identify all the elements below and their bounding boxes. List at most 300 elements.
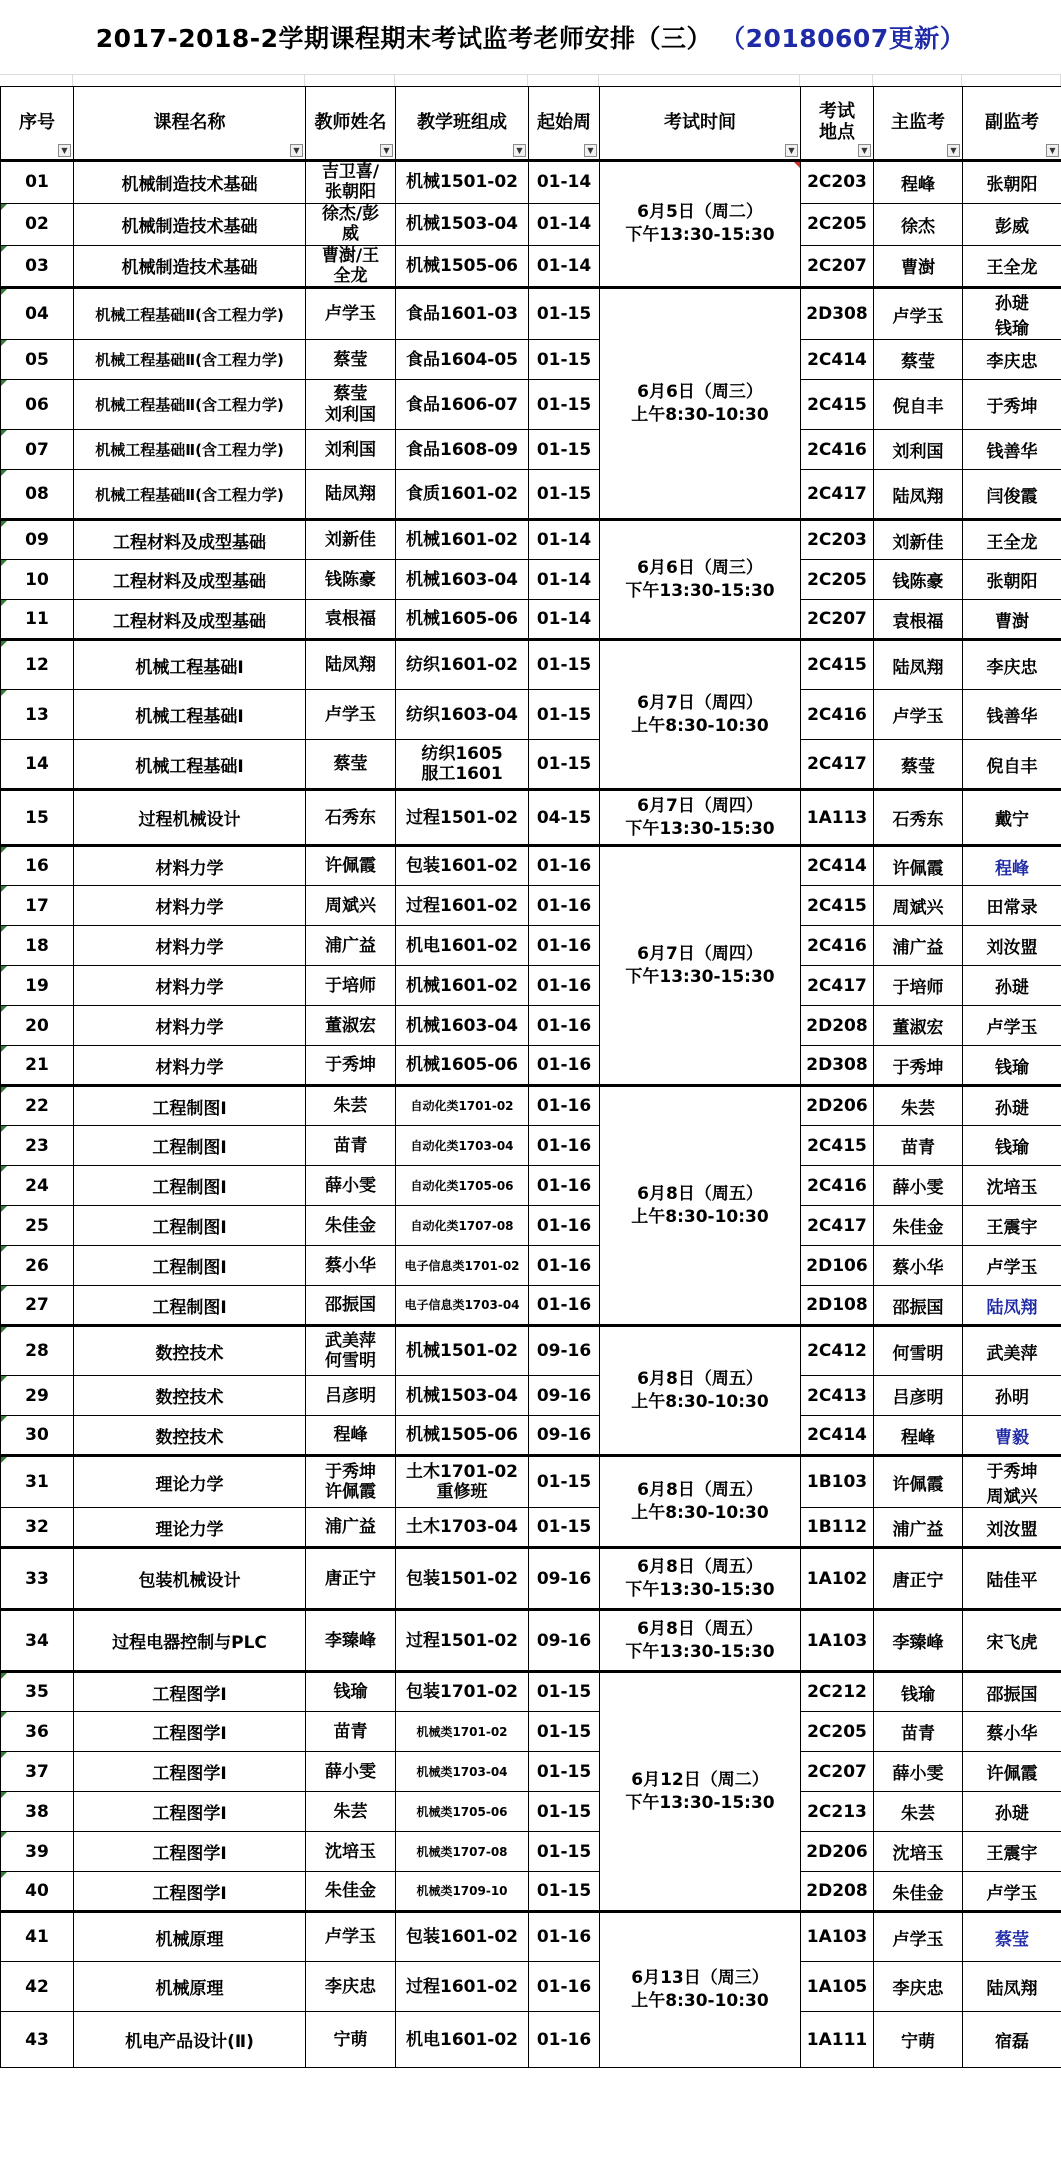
start-weeks: 01-15: [529, 740, 600, 790]
start-weeks: 01-16: [529, 1006, 600, 1046]
exam-room: 1A111: [801, 2012, 874, 2068]
chief-invigilator: 苗青: [874, 1126, 963, 1166]
start-weeks: 01-15: [529, 1456, 600, 1508]
sheet-title: [0, 0, 1061, 74]
course-name: 过程机械设计: [74, 790, 306, 846]
course-name: 工程材料及成型基础: [74, 600, 306, 640]
chief-invigilator: 薛小雯: [874, 1752, 963, 1792]
row-number: 14: [1, 740, 74, 790]
assistant-invigilator: 卢学玉: [963, 1006, 1061, 1046]
start-weeks: 01-14: [529, 600, 600, 640]
course-name: 材料力学: [74, 886, 306, 926]
teacher-name: 袁根福: [306, 600, 396, 640]
table-row: [1, 430, 1061, 470]
class-group: 机械1603-04: [396, 560, 529, 600]
row-number: 29: [1, 1376, 74, 1416]
start-weeks: 01-16: [529, 886, 600, 926]
exam-room: 2D206: [801, 1086, 874, 1126]
chief-invigilator: 沈培玉: [874, 1832, 963, 1872]
course-name: 机械制造技术基础: [74, 203, 306, 245]
exam-room: 2C417: [801, 1206, 874, 1246]
start-weeks: 01-15: [529, 1508, 600, 1548]
table-row: [1, 470, 1061, 520]
course-name: 材料力学: [74, 966, 306, 1006]
comment-marker-icon: [1, 1752, 7, 1758]
course-name: 工程图学Ⅰ: [74, 1792, 306, 1832]
table-row: [1, 1872, 1061, 1912]
table-row: [1, 1416, 1061, 1456]
comment-marker-icon: [1, 1832, 7, 1838]
chief-invigilator: 陆凤翔: [874, 640, 963, 690]
teacher-name: 朱佳金: [306, 1872, 396, 1912]
row-number: 35: [1, 1672, 74, 1712]
chief-invigilator: 何雪明: [874, 1326, 963, 1376]
row-number: 02: [1, 203, 74, 245]
table-row: [1, 740, 1061, 790]
chief-invigilator: 朱芸: [874, 1086, 963, 1126]
comment-marker-icon: [794, 162, 800, 168]
comment-marker-icon: [1, 966, 7, 972]
start-weeks: 01-14: [529, 560, 600, 600]
course-name: 机械工程基础Ⅰ: [74, 640, 306, 690]
teacher-name: 董淑宏: [306, 1006, 396, 1046]
table-row: [1, 1206, 1061, 1246]
chief-invigilator: 苗青: [874, 1712, 963, 1752]
exam-room: 2C207: [801, 245, 874, 288]
chief-invigilator: 许佩霞: [874, 846, 963, 886]
start-weeks: 01-15: [529, 1792, 600, 1832]
assistant-invigilator: 宋飞虎: [963, 1610, 1061, 1672]
comment-marker-icon: [1, 560, 7, 566]
teacher-name: 刘利国: [306, 430, 396, 470]
course-name: 包装机械设计: [74, 1548, 306, 1610]
exam-time: 6月13日（周三） 上午8:30-10:30: [600, 1912, 801, 2068]
assistant-invigilator: 卢学玉: [963, 1872, 1061, 1912]
class-group: 机电1601-02: [396, 2012, 529, 2068]
chief-invigilator: 钱陈豪: [874, 560, 963, 600]
teacher-name: 卢学玉: [306, 690, 396, 740]
chief-invigilator: 朱佳金: [874, 1872, 963, 1912]
exam-time: 6月7日（周四） 下午13:30-15:30: [600, 846, 801, 1086]
assistant-invigilator: 蔡莹: [963, 1912, 1061, 1962]
course-name: 机械制造技术基础: [74, 245, 306, 288]
chief-invigilator: 邵振国: [874, 1286, 963, 1326]
exam-time: 6月8日（周五） 上午8:30-10:30: [600, 1086, 801, 1326]
course-name: 机械制造技术基础: [74, 161, 306, 204]
course-name: 工程制图Ⅰ: [74, 1126, 306, 1166]
course-name: 工程制图Ⅰ: [74, 1166, 306, 1206]
header-course: [74, 87, 306, 161]
teacher-name: 朱佳金: [306, 1206, 396, 1246]
class-group: 包装1601-02: [396, 846, 529, 886]
exam-room: 2C415: [801, 640, 874, 690]
table-row: [1, 1006, 1061, 1046]
header-row: [1, 87, 1061, 161]
start-weeks: 01-15: [529, 470, 600, 520]
table-row: [1, 1126, 1061, 1166]
table-row: [1, 1962, 1061, 2012]
table-row: [1, 520, 1061, 560]
table-row: [1, 560, 1061, 600]
class-group: 自动化类1701-02: [396, 1086, 529, 1126]
exam-time: 6月6日（周三） 下午13:30-15:30: [600, 520, 801, 640]
assistant-invigilator: 钱瑜: [963, 1046, 1061, 1086]
start-weeks: 01-15: [529, 1712, 600, 1752]
exam-time: 6月8日（周五） 上午8:30-10:30: [600, 1326, 801, 1456]
course-name: 工程制图Ⅰ: [74, 1286, 306, 1326]
header-chief: [874, 87, 963, 161]
exam-room: 2C415: [801, 380, 874, 430]
teacher-name: 朱芸: [306, 1086, 396, 1126]
start-weeks: 01-14: [529, 520, 600, 560]
header-time-label: 考试时间: [664, 112, 736, 134]
comment-marker-icon: [1, 1286, 7, 1292]
teacher-name: 徐杰/彭 威: [306, 203, 396, 245]
chief-invigilator: 刘新佳: [874, 520, 963, 560]
teacher-name: 薛小雯: [306, 1752, 396, 1792]
course-name: 工程制图Ⅰ: [74, 1206, 306, 1246]
start-weeks: 01-16: [529, 1046, 600, 1086]
assistant-invigilator: 钱善华: [963, 430, 1061, 470]
exam-room: 2C205: [801, 560, 874, 600]
course-name: 工程制图Ⅰ: [74, 1246, 306, 1286]
row-number: 34: [1, 1610, 74, 1672]
row-number: 37: [1, 1752, 74, 1792]
teacher-name: 于秀坤: [306, 1046, 396, 1086]
row-number: 08: [1, 470, 74, 520]
course-name: 理论力学: [74, 1456, 306, 1508]
class-group: 自动化类1703-04: [396, 1126, 529, 1166]
filter-dropdown-icon[interactable]: ▼: [947, 144, 960, 157]
exam-room: 2C414: [801, 340, 874, 380]
row-number: 06: [1, 380, 74, 430]
assistant-invigilator: 王震宇: [963, 1832, 1061, 1872]
row-number: 05: [1, 340, 74, 380]
exam-room: 2C203: [801, 520, 874, 560]
assistant-invigilator: 孙琎 钱瑜: [963, 288, 1061, 340]
row-number: 23: [1, 1126, 74, 1166]
teacher-name: 卢学玉: [306, 288, 396, 340]
exam-room: 2D106: [801, 1246, 874, 1286]
chief-invigilator: 宁萌: [874, 2012, 963, 2068]
assistant-invigilator: 李庆忠: [963, 340, 1061, 380]
start-weeks: 01-15: [529, 1832, 600, 1872]
filter-dropdown-icon[interactable]: ▼: [58, 144, 71, 157]
start-weeks: 09-16: [529, 1548, 600, 1610]
table-row: [1, 926, 1061, 966]
course-name: 工程材料及成型基础: [74, 560, 306, 600]
teacher-name: 浦广益: [306, 926, 396, 966]
comment-marker-icon: [1, 1712, 7, 1718]
assistant-invigilator: 陆佳平: [963, 1548, 1061, 1610]
class-group: 机械1601-02: [396, 520, 529, 560]
comment-marker-icon: [1, 204, 7, 210]
header-no: [1, 87, 74, 161]
chief-invigilator: 浦广益: [874, 926, 963, 966]
assistant-invigilator: 于秀坤 周斌兴: [963, 1456, 1061, 1508]
class-group: 机械类1701-02: [396, 1712, 529, 1752]
row-number: 07: [1, 430, 74, 470]
chief-invigilator: 于培师: [874, 966, 963, 1006]
class-group: 机电1601-02: [396, 926, 529, 966]
start-weeks: 09-16: [529, 1416, 600, 1456]
teacher-name: 薛小雯: [306, 1166, 396, 1206]
class-group: 机械1505-06: [396, 245, 529, 288]
exam-room: 1A105: [801, 1962, 874, 2012]
table-row: [1, 1672, 1061, 1712]
class-group: 自动化类1707-08: [396, 1206, 529, 1246]
header-weeks-label: 起始周: [537, 112, 591, 134]
start-weeks: 01-16: [529, 2012, 600, 2068]
assistant-invigilator: 刘汝盟: [963, 1508, 1061, 1548]
exam-room: 2D108: [801, 1286, 874, 1326]
class-group: 包装1601-02: [396, 1912, 529, 1962]
start-weeks: 01-14: [529, 161, 600, 204]
assistant-invigilator: 彭威: [963, 203, 1061, 245]
table-row: [1, 846, 1061, 886]
chief-invigilator: 卢学玉: [874, 690, 963, 740]
class-group: 食品1608-09: [396, 430, 529, 470]
comment-marker-icon: [1, 886, 7, 892]
filter-dropdown-icon[interactable]: ▼: [380, 144, 393, 157]
row-number: 03: [1, 245, 74, 288]
assistant-invigilator: 闫俊霞: [963, 470, 1061, 520]
title-update-date: （20180607更新）: [720, 24, 966, 53]
row-number: 12: [1, 640, 74, 690]
filter-dropdown-icon[interactable]: ▼: [290, 144, 303, 157]
table-row: [1, 380, 1061, 430]
chief-invigilator: 蔡莹: [874, 740, 963, 790]
chief-invigilator: 卢学玉: [874, 1912, 963, 1962]
class-group: 机械1503-04: [396, 1376, 529, 1416]
course-name: 机械工程基础Ⅱ(含工程力学): [74, 430, 306, 470]
header-chief-label: 主监考: [891, 112, 945, 134]
course-name: 机械工程基础Ⅱ(含工程力学): [74, 470, 306, 520]
comment-marker-icon: [1, 521, 7, 527]
assistant-invigilator: 宿磊: [963, 2012, 1061, 2068]
header-teacher-label: 教师姓名: [314, 112, 387, 134]
table-row: [1, 1792, 1061, 1832]
course-name: 机械工程基础Ⅰ: [74, 690, 306, 740]
assistant-invigilator: 邵振国: [963, 1672, 1061, 1712]
table-row: [1, 203, 1061, 245]
row-number: 10: [1, 560, 74, 600]
table-row: [1, 690, 1061, 740]
course-name: 机械原理: [74, 1962, 306, 2012]
exam-room: 2D206: [801, 1832, 874, 1872]
chief-invigilator: 蔡小华: [874, 1246, 963, 1286]
course-name: 机电产品设计(Ⅱ): [74, 2012, 306, 2068]
chief-invigilator: 刘利国: [874, 430, 963, 470]
row-number: 30: [1, 1416, 74, 1456]
row-number: 13: [1, 690, 74, 740]
teacher-name: 蔡莹: [306, 340, 396, 380]
header-room-label: 考试地点: [819, 101, 855, 143]
course-name: 工程图学Ⅰ: [74, 1712, 306, 1752]
comment-marker-icon: [1, 1872, 7, 1878]
start-weeks: 01-15: [529, 288, 600, 340]
start-weeks: 01-16: [529, 1912, 600, 1962]
course-name: 机械工程基础Ⅰ: [74, 740, 306, 790]
comment-marker-icon: [1, 1046, 7, 1052]
table-row: [1, 161, 1061, 204]
class-group: 电子信息类1701-02: [396, 1246, 529, 1286]
row-number: 39: [1, 1832, 74, 1872]
chief-invigilator: 石秀东: [874, 790, 963, 846]
assistant-invigilator: 于秀坤: [963, 380, 1061, 430]
comment-marker-icon: [1, 1673, 7, 1679]
header-assistant-label: 副监考: [985, 112, 1039, 134]
comment-marker-icon: [1, 641, 7, 647]
start-weeks: 01-15: [529, 1672, 600, 1712]
class-group: 过程1601-02: [396, 886, 529, 926]
teacher-name: 陆凤翔: [306, 640, 396, 690]
chief-invigilator: 钱瑜: [874, 1672, 963, 1712]
class-group: 机械1603-04: [396, 1006, 529, 1046]
exam-room: 2C417: [801, 470, 874, 520]
row-number: 17: [1, 886, 74, 926]
class-group: 过程1501-02: [396, 1610, 529, 1672]
teacher-name: 钱陈豪: [306, 560, 396, 600]
exam-time: 6月8日（周五） 下午13:30-15:30: [600, 1610, 801, 1672]
row-number: 27: [1, 1286, 74, 1326]
course-name: 机械工程基础Ⅱ(含工程力学): [74, 380, 306, 430]
teacher-name: 李庆忠: [306, 1962, 396, 2012]
course-name: 理论力学: [74, 1508, 306, 1548]
class-group: 机械1505-06: [396, 1416, 529, 1456]
row-number: 09: [1, 520, 74, 560]
assistant-invigilator: 戴宁: [963, 790, 1061, 846]
class-group: 机械类1707-08: [396, 1832, 529, 1872]
comment-marker-icon: [1, 1376, 7, 1382]
comment-marker-icon: [1, 1166, 7, 1172]
table-row: [1, 1046, 1061, 1086]
filter-dropdown-icon[interactable]: ▼: [584, 144, 597, 157]
teacher-name: 于秀坤 许佩霞: [306, 1456, 396, 1508]
assistant-invigilator: 钱善华: [963, 690, 1061, 740]
class-group: 机械1501-02: [396, 161, 529, 204]
chief-invigilator: 陆凤翔: [874, 470, 963, 520]
class-group: 机械1501-02: [396, 1326, 529, 1376]
row-number: 33: [1, 1548, 74, 1610]
class-group: 食品1601-03: [396, 288, 529, 340]
exam-room: 2C416: [801, 1166, 874, 1206]
exam-room: 1A113: [801, 790, 874, 846]
exam-room: 2C412: [801, 1326, 874, 1376]
teacher-name: 苗青: [306, 1126, 396, 1166]
course-name: 工程图学Ⅰ: [74, 1832, 306, 1872]
comment-marker-icon: [1, 289, 7, 295]
exam-room: 2C414: [801, 846, 874, 886]
row-number: 04: [1, 288, 74, 340]
comment-marker-icon: [1, 1126, 7, 1132]
filter-dropdown-icon[interactable]: ▼: [1046, 144, 1059, 157]
start-weeks: 01-16: [529, 1246, 600, 1286]
comment-marker-icon: [1, 1416, 7, 1422]
course-name: 数控技术: [74, 1376, 306, 1416]
exam-time: 6月5日（周二） 下午13:30-15:30: [600, 161, 801, 288]
class-group: 包装1701-02: [396, 1672, 529, 1712]
teacher-name: 浦广益: [306, 1508, 396, 1548]
row-number: 20: [1, 1006, 74, 1046]
chief-invigilator: 徐杰: [874, 203, 963, 245]
chief-invigilator: 程峰: [874, 161, 963, 204]
class-group: 机械1601-02: [396, 966, 529, 1006]
teacher-name: 曹澍/王 全龙: [306, 245, 396, 288]
course-name: 材料力学: [74, 846, 306, 886]
exam-room: 2C414: [801, 1416, 874, 1456]
class-group: 机械1605-06: [396, 600, 529, 640]
start-weeks: 01-14: [529, 245, 600, 288]
assistant-invigilator: 刘汝盟: [963, 926, 1061, 966]
start-weeks: 01-15: [529, 640, 600, 690]
row-number: 41: [1, 1912, 74, 1962]
course-name: 材料力学: [74, 926, 306, 966]
class-group: 电子信息类1703-04: [396, 1286, 529, 1326]
comment-marker-icon: [1, 1087, 7, 1093]
course-name: 机械原理: [74, 1912, 306, 1962]
assistant-invigilator: 王全龙: [963, 245, 1061, 288]
exam-room: 1A103: [801, 1610, 874, 1672]
assistant-invigilator: 曹澍: [963, 600, 1061, 640]
row-number: 42: [1, 1962, 74, 2012]
exam-room: 2C205: [801, 203, 874, 245]
teacher-name: 沈培玉: [306, 1832, 396, 1872]
course-name: 过程电器控制与PLC: [74, 1610, 306, 1672]
class-group: 包装1501-02: [396, 1548, 529, 1610]
exam-room: 2C212: [801, 1672, 874, 1712]
exam-room: 2C207: [801, 600, 874, 640]
comment-marker-icon: [1, 1457, 7, 1463]
start-weeks: 09-16: [529, 1376, 600, 1416]
exam-time: 6月7日（周四） 上午8:30-10:30: [600, 640, 801, 790]
row-number: 43: [1, 2012, 74, 2068]
table-row: [1, 790, 1061, 846]
filter-dropdown-icon[interactable]: ▼: [858, 144, 871, 157]
teacher-name: 唐正宁: [306, 1548, 396, 1610]
assistant-invigilator: 钱瑜: [963, 1126, 1061, 1166]
start-weeks: 09-16: [529, 1326, 600, 1376]
table-row: [1, 340, 1061, 380]
course-name: 工程制图Ⅰ: [74, 1086, 306, 1126]
start-weeks: 01-16: [529, 1166, 600, 1206]
exam-room: 2D308: [801, 288, 874, 340]
chief-invigilator: 卢学玉: [874, 288, 963, 340]
exam-room: 2C415: [801, 1126, 874, 1166]
row-number: 26: [1, 1246, 74, 1286]
assistant-invigilator: 陆凤翔: [963, 1962, 1061, 2012]
header-assistant: [963, 87, 1061, 161]
assistant-invigilator: 张朝阳: [963, 560, 1061, 600]
teacher-name: 苗青: [306, 1712, 396, 1752]
header-time: [600, 87, 801, 161]
comment-marker-icon: [1, 600, 7, 606]
teacher-name: 于培师: [306, 966, 396, 1006]
class-group: 食质1601-02: [396, 470, 529, 520]
table-row: [1, 1548, 1061, 1610]
start-weeks: 01-16: [529, 966, 600, 1006]
filter-dropdown-icon[interactable]: ▼: [785, 144, 798, 157]
filter-dropdown-icon[interactable]: ▼: [513, 144, 526, 157]
course-name: 材料力学: [74, 1046, 306, 1086]
teacher-name: 蔡小华: [306, 1246, 396, 1286]
start-weeks: 01-15: [529, 1872, 600, 1912]
comment-marker-icon: [1, 380, 7, 386]
assistant-invigilator: 曹毅: [963, 1416, 1061, 1456]
row-number: 28: [1, 1326, 74, 1376]
comment-marker-icon: [1, 847, 7, 853]
chief-invigilator: 唐正宁: [874, 1548, 963, 1610]
